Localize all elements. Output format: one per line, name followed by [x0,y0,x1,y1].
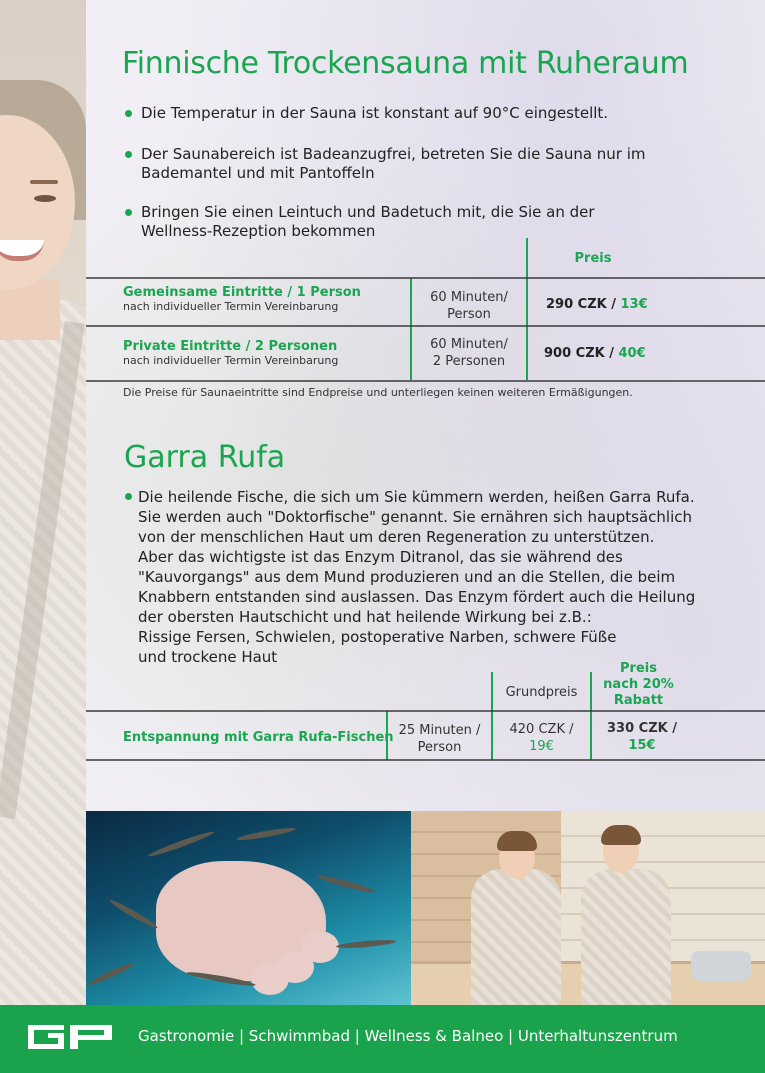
garra-rufa-fish-photo [86,811,411,1005]
discount-price-header: Preis nach 20% Rabatt [603,661,674,708]
table-row [123,730,394,745]
table-rule [86,380,765,382]
sauna-women-photo [411,811,765,1005]
footer-bar [0,1005,765,1073]
row-subtext: nach individueller Termin Vereinbarung [123,300,339,313]
footer-categories: Gastronomie | Schwimmbad | Wellness & Balneo | Unterhaltunszentrum [138,1027,678,1045]
row-duration: 25 Minuten / Person [398,723,481,755]
row-duration: 60 Minuten/ 2 Personen [430,337,508,369]
row-price: 290 CZK / 13€ [546,297,648,312]
row-subtext: nach individueller Termin Vereinbarung [123,354,339,367]
gp-logo-icon [28,1025,112,1049]
table-divider [526,238,528,380]
row-discount-price: 330 CZK / 15€ [607,721,677,753]
row-price: 900 CZK / 40€ [544,346,646,361]
row-name: Private Eintritte / 2 Personen [123,339,338,354]
sauna-section-title: Finnische Trockensauna mit Ruheraum [122,46,689,81]
table-rule [86,277,765,279]
garra-rufa-section-title: Garra Rufa [124,440,286,475]
row-duration: 60 Minuten/ Person [430,290,508,322]
woman-in-bathrobe-photo [0,0,86,1005]
table-rule [86,710,765,712]
sauna-bullet-temperature: Die Temperatur in der Sauna ist konstant auf 90°C eingestellt. [126,104,646,123]
sauna-bullet-towels: Bringen Sie einen Leintuch und Badetuch mit, die Sie an der Wellness-Rezeption bekommen [126,203,646,241]
row-name: Entspannung mit Garra Rufa-Fischen [123,730,394,745]
row-base-price: 420 CZK / 19€ [509,722,574,754]
sauna-bullet-dresscode: Der Saunabereich ist Badeanzugfrei, betreten Sie die Sauna nur im Bademantel und mit Pantoffeln [126,145,646,183]
price-header: Preis [574,251,612,266]
sauna-price-note: Die Preise für Saunaeintritte sind Endpreise und unterliegen keinen weiteren Ermäßigungen. [123,386,633,399]
base-price-header: Grundpreis [505,685,578,700]
table-row [123,285,361,313]
table-row [123,339,338,367]
table-rule [86,759,765,761]
table-rule [86,325,765,327]
garra-rufa-description: Die heilende Fische, die sich um Sie kümmern werden, heißen Garra Rufa. Sie werden auch "Doktorfische" genannt. Sie ernähren sich hauptsächlich von der menschlichen Haut um deren Regeneration zu unterstützen. Aber das wichtigste ist das Enzym Ditranol, das sie während des "Kauvorgangs" aus dem Mund produzieren und an die Stellen, die beim Knabbern entstanden sind auslassen. Das Enzym fördert auch die Heilung der obersten Hautschicht und hat heilende Wirkung bei z.B.: Rissige Fersen, Schwielen, postoperative Narben, schwere Füße und trockene Haut [126,487,706,667]
row-name: Gemeinsame Eintritte / 1 Person [123,285,361,300]
